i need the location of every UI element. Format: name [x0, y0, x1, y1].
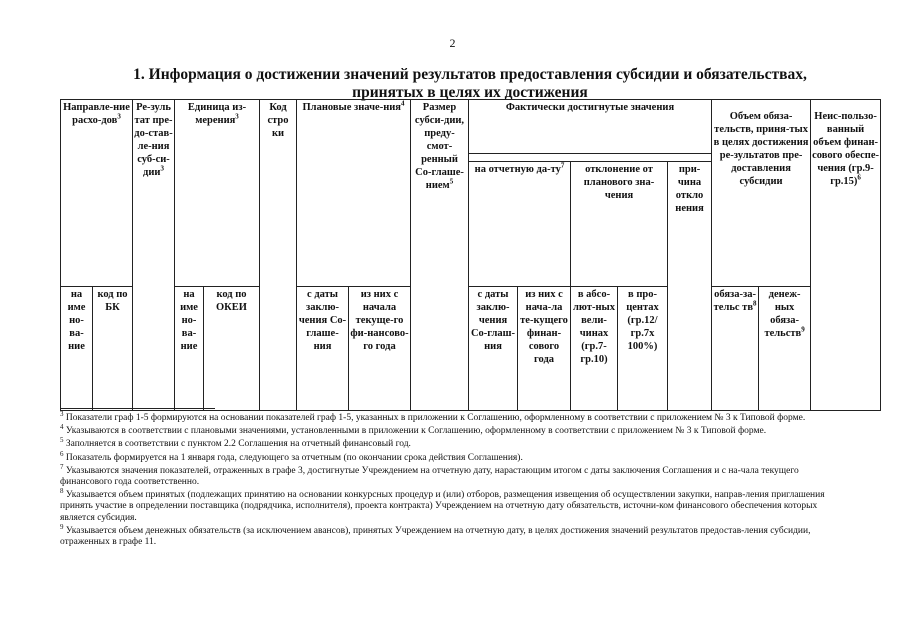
- footnotes: [60, 408, 842, 550]
- footnote-3: $^3$ Показатели граф 1-5 формируются на основании показателей граф 1-5, указанных в приложении к Соглашению, оформленному в соответствии с приложением № 3 к Типовой форме.: [60, 409, 806, 423]
- header-actual: Фактически достигнутые значения: [469, 100, 712, 154]
- document-title: 1. Информация о достижении значений результатов предоставления субсидии и обязательствах, принятых в целях их достижения: [133, 66, 807, 101]
- footnote-8: $^8$ Указывается объем принятых (подлежащих принятию на основании конкурсных процедур и (или) отборов, размещения извещения об осуществлении закупки, направ-ления приглашения принять участие в определении поставщика (подрядчика, исполнителя), проекта контракта) Учреждением на отчетную дату обязательств, источни-ком финансового обеспечения которых является субсидия.: [60, 487, 825, 523]
- header-deviation-percent: в про-центах (гр.12/ гр.7х 100%): [618, 287, 668, 411]
- header-okei-code: код по ОКЕИ: [204, 287, 260, 411]
- header-reason: при-чина откло нения: [668, 162, 712, 411]
- footnote-7: $^7$ Указываются значения показателей, отраженных в графе 3, достигнутые Учреждением на отчетную дату, нарастающим итогом с даты заключения Соглашения и с на-чала текущего финансового года соответственно.: [60, 462, 799, 488]
- header-deviation-absolute: в абсо-лют-ных вели-чинах (гр.7-гр.10): [571, 287, 618, 411]
- header-direction: Направле-ние расхо-дов$^3$: [61, 100, 133, 287]
- footnote-4: $^4$ Указываются в соответствии с плановыми значениями, установленными в приложении к Соглашению, оформленному в соответствии с приложением № 3 к Типовой форме.: [60, 423, 767, 437]
- header-obligations: Объем обяза-тельств, приня-тых в целях достижения ре-зультатов пре-доставления субсидии: [712, 100, 811, 287]
- footnote-9: $^9$ Указывается объем денежных обязательств (за исключением авансов), принятых Учреждением на отчетную дату, в целях достижения значений результатов предостав-ления субсидии, отраженных в графе 11.: [60, 522, 811, 548]
- page-number: 2: [449, 36, 456, 50]
- header-unit-naming: на име но-ва-ние: [175, 287, 204, 411]
- header-unit: Единица из-мерения$^3$: [175, 100, 260, 287]
- header-planned: Плановые значе-ния$^4$: [297, 100, 411, 287]
- footnote-6: $^6$ Показатель формируется на 1 января года, следующего за отчетным (по окончании срока действия Соглашения).: [60, 449, 523, 463]
- header-actual-from-agreement: с даты заклю-чения Со-глаш-ния: [469, 287, 518, 411]
- header-direction-naming: на име но-ва-ние: [61, 287, 93, 411]
- header-actual-spacer: [469, 154, 712, 162]
- header-result: Ре-зуль тат пре-до-став-ле-ния суб-си-дии$^3$: [133, 100, 175, 411]
- header-planned-current-year: из них с начала текуще-го фи-нансово-го года: [349, 287, 411, 411]
- header-deviation: отклонение от планового зна-чения: [571, 162, 668, 287]
- header-on-date: на отчетную $да-ту^7$: [469, 162, 571, 287]
- footnote-5: $^5$ Заполняется в соответствии с пунктом 2.2 Соглашения на отчетный финансовый год.: [60, 436, 411, 450]
- header-bk-code: код по БК: [93, 287, 133, 411]
- results-table: [60, 99, 881, 411]
- header-subsidy-size: Размер субси-дии, преду-смот-ренный Со-глаше-нием$^5$: [411, 100, 469, 411]
- header-unused: Неис-пользо-ванный объем финан-сового обеспе-чения $(гр.9-гр.15)^6$: [811, 100, 881, 411]
- footnote-divider: [60, 408, 215, 409]
- header-planned-from-agreement: с даты заклю-чения Со-глаше-ния: [297, 287, 349, 411]
- header-obligations-taken: обяза-за-тельс $тв^8$: [712, 287, 759, 411]
- header-actual-current-year: из них с нача-ла те-кущего финан-сового года: [518, 287, 571, 411]
- header-money-obligations: денеж-ных обяза-тельств$^9$: [759, 287, 811, 411]
- header-row-code: Код стро ки: [260, 100, 297, 411]
